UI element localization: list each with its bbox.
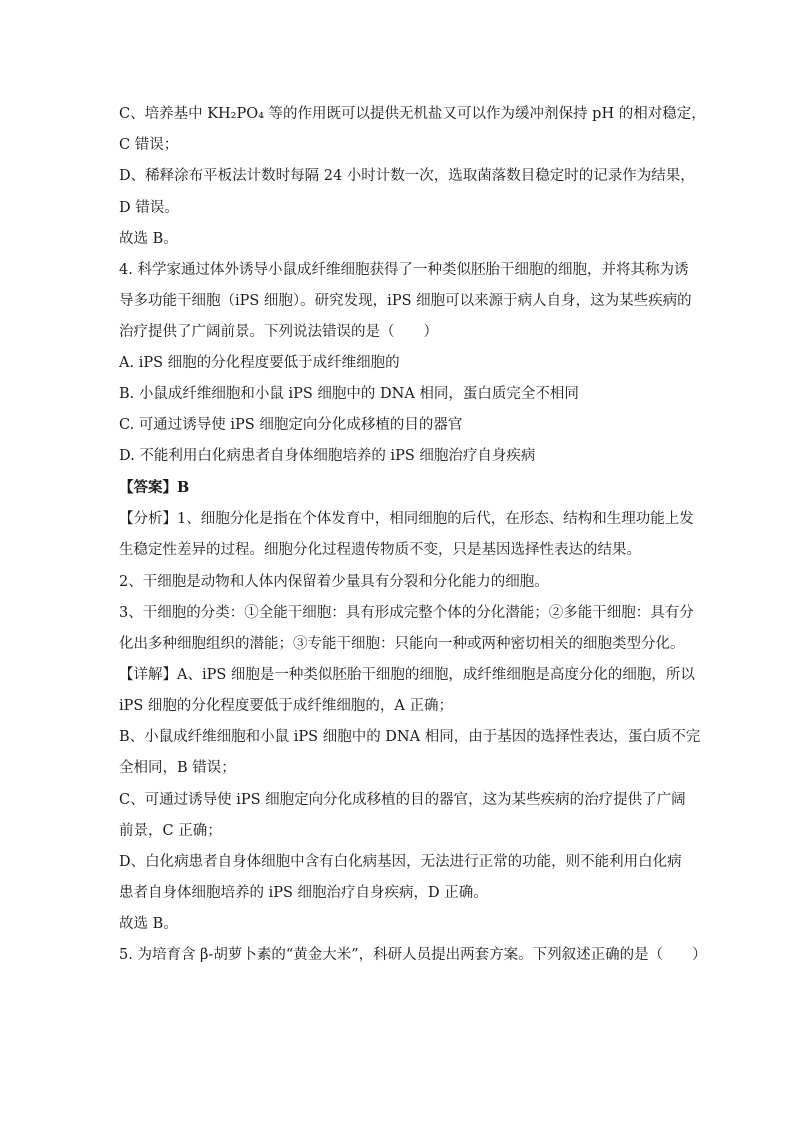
text-line: D 错误。 (119, 200, 179, 216)
text-line: C、培养基中 KH₂PO₄ 等的作用既可以提供无机盐又可以作为缓冲剂保持 pH 的相对稳定， (119, 106, 706, 122)
explanation-line: 患者自身体细胞培养的 iPS 细胞治疗自身疾病，D 正确。 (119, 885, 488, 901)
option-d: D. 不能利用白化病患者自身体细胞培养的 iPS 细胞治疗自身疾病 (119, 448, 536, 464)
analysis-line: 2、干细胞是动物和人体内保留着少量具有分裂和分化能力的细胞。 (119, 574, 549, 590)
explanation-line: 【详解】A、iPS 细胞是一种类似胚胎干细胞的细胞，成纤维细胞是高度分化的细胞，所以 (119, 667, 695, 683)
analysis-line: 化出多种细胞组织的潜能；③专能干细胞：只能向一种或两种密切相关的细胞类型分化。 (119, 636, 685, 652)
explanation-line: D、白化病患者自身体细胞中含有白化病基因，无法进行正常的功能，则不能利用白化病 (119, 854, 682, 870)
analysis-line: 生稳定性差异的过程。细胞分化过程遗传物质不变，只是基因选择性表达的结果。 (119, 542, 641, 558)
explanation-line: C、可通过诱导使 iPS 细胞定向分化成移植的目的器官，这为某些疾病的治疗提供了广阔 (119, 792, 686, 808)
question-4-stem: 治疗提供了广阔前景。下列说法错误的是（ ） (119, 324, 438, 340)
analysis-line: 3、干细胞的分类：①全能干细胞：具有形成完整个体的分化潜能；②多能干细胞：具有分 (119, 605, 694, 621)
question-5-stem: 5. 为培育含 β-胡萝卜素的“黄金大米”，科研人员提出两套方案。下列叙述正确的是（ ） (119, 947, 707, 963)
question-4-stem: 导多功能干细胞（iPS 细胞）。研究发现，iPS 细胞可以来源于病人自身，这为某些疾病的 (119, 293, 692, 309)
analysis-line: 【分析】1、细胞分化是指在个体发育中，相同细胞的后代，在形态、结构和生理功能上发 (119, 511, 694, 527)
explanation-line: 前景，C 正确； (119, 823, 222, 839)
explanation-line: B、小鼠成纤维细胞和小鼠 iPS 细胞中的 DNA 相同，由于基因的选择性表达，蛋白质不完 (119, 729, 701, 745)
option-a: A. iPS 细胞的分化程度要低于成纤维细胞的 (119, 355, 400, 371)
option-c: C. 可通过诱导使 iPS 细胞定向分化成移植的目的器官 (119, 417, 463, 433)
text-line: 故选 B。 (119, 916, 178, 932)
text-line: C 错误； (119, 137, 179, 153)
text-line: 故选 B。 (119, 231, 178, 247)
answer-line: 【答案】B (119, 479, 190, 496)
question-4-stem: 4. 科学家通过体外诱导小鼠成纤维细胞获得了一种类似胚胎干细胞的细胞，并将其称为诱 (119, 262, 689, 278)
text-line: D、稀释涂布平板法计数时每隔 24 小时计数一次，选取菌落数目稳定时的记录作为结果， (119, 168, 695, 184)
explanation-line: 全相同，B 错误； (119, 760, 236, 776)
option-b: B. 小鼠成纤维细胞和小鼠 iPS 细胞中的 DNA 相同，蛋白质完全不相同 (119, 386, 579, 402)
explanation-line: iPS 细胞的分化程度要低于成纤维细胞的，A 正确； (119, 698, 454, 714)
